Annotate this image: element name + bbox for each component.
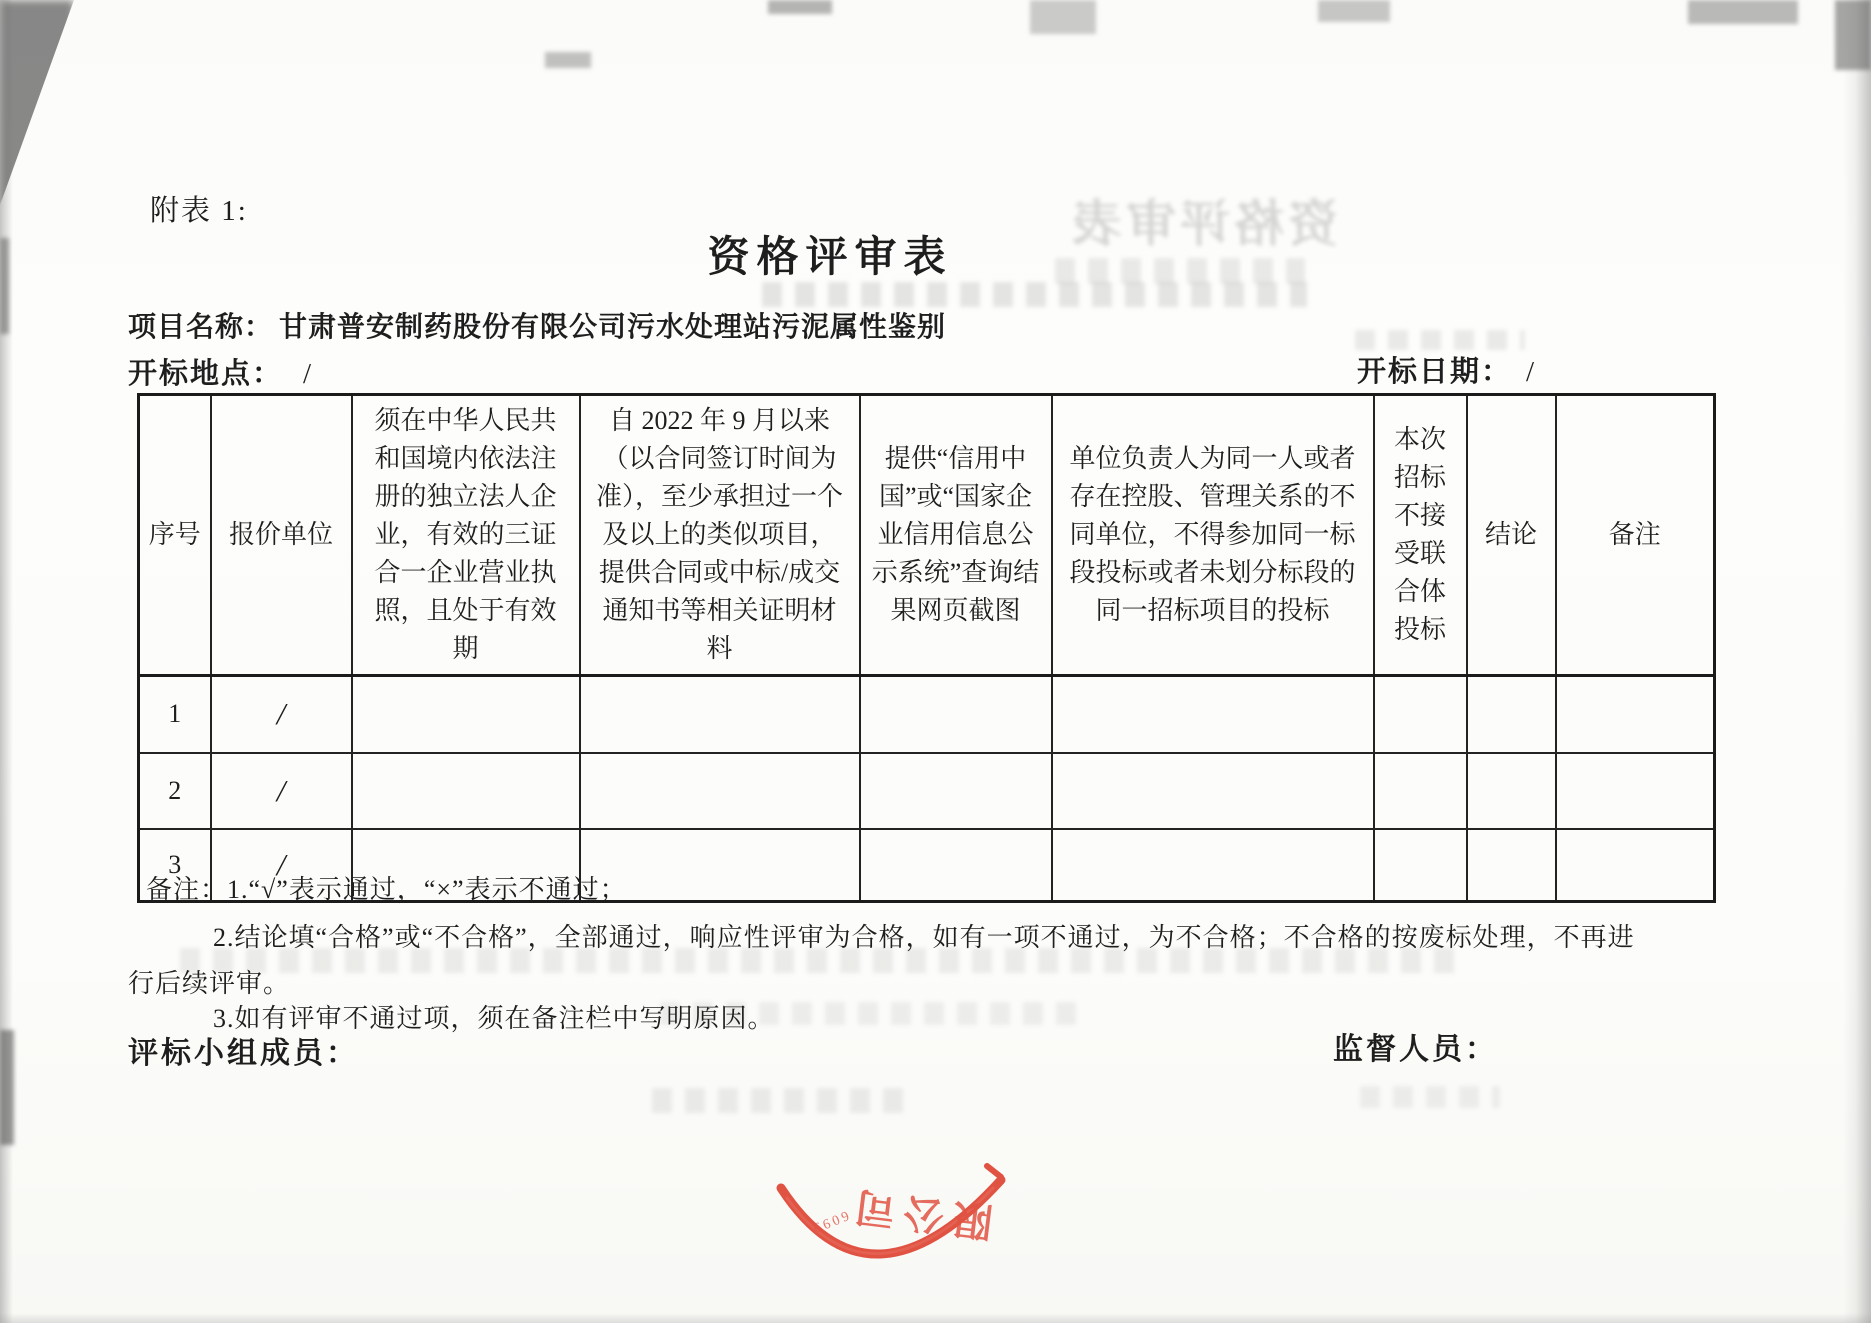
project-name-value: 甘肃普安制药股份有限公司污水处理站污泥属性鉴别 (279, 312, 947, 343)
cell-no-consortium-blank (1374, 676, 1467, 753)
bid-date-line (1357, 349, 1536, 390)
project-name-line (128, 305, 946, 345)
seal-text: 限公司 (843, 1182, 996, 1245)
cell-seq: 1 (139, 676, 211, 753)
cell-same-controller-blank (1052, 753, 1374, 829)
bid-date-label: 开标日期： (1357, 356, 1513, 388)
cell-seq: 2 (139, 753, 211, 829)
cell-no-consortium-blank (1374, 753, 1467, 829)
bid-location-line (128, 351, 313, 392)
col-header-bidder: 报价单位 (211, 395, 352, 676)
bid-date-value: / (1526, 356, 1537, 388)
note-line-1: 备注：1.“√”表示通过，“×”表示不通过； (146, 875, 627, 904)
scan-smudge (1318, 0, 1390, 22)
table-header-row (139, 395, 1715, 676)
cell-registration-blank (352, 753, 580, 829)
scan-smudge (1688, 0, 1798, 24)
bleed-through-title-ghost: 资格评审表 (1068, 196, 1338, 252)
scan-smudge (0, 238, 9, 334)
cell-credit-screenshot-blank (860, 829, 1052, 902)
cell-similar-projects-blank (580, 753, 860, 829)
scan-smudge (0, 1030, 14, 1145)
col-header-credit-screenshot: 提供“信用中国”或“国家企业信用信息公示系统”查询结果网页截图 (860, 395, 1052, 676)
cell-conclusion-blank (1467, 753, 1556, 829)
cell-conclusion-blank (1467, 676, 1556, 753)
bid-location-value: / (303, 358, 314, 390)
project-name-label: 项目名称： (128, 312, 274, 343)
bleed-through-text-ghost (652, 1088, 912, 1113)
col-header-conclusion: 结论 (1467, 395, 1556, 676)
cell-same-controller-blank (1052, 676, 1374, 753)
appendix-label: 附表 1: (150, 195, 248, 227)
cell-bidder: / (211, 676, 352, 753)
bleed-through-text-ghost (1355, 330, 1525, 350)
seal-arrow-mark (987, 1166, 1001, 1177)
cell-conclusion-blank (1467, 829, 1556, 902)
col-header-remark: 备注 (1556, 395, 1715, 676)
scan-smudge (1835, 0, 1871, 70)
table-row (139, 753, 1715, 829)
note-line-2: 2.结论填“合格”或“不合格”，全部通过，响应性评审为合格，如有一项不通过，为不合格；不合格的按废标处理，不再进 (213, 923, 1635, 952)
cell-credit-screenshot-blank (860, 753, 1052, 829)
bleed-through-text-ghost (1055, 258, 1305, 284)
cell-remark-blank (1556, 829, 1715, 902)
cell-similar-projects-blank (580, 676, 860, 753)
cell-no-consortium-blank (1374, 829, 1467, 902)
cell-bidder: / (211, 829, 352, 902)
cell-registration-blank (352, 676, 580, 753)
cell-remark-blank (1556, 753, 1715, 829)
cell-credit-screenshot-blank (860, 676, 1052, 753)
note-line-2-continued: 行后续评审。 (128, 969, 291, 998)
table-row (139, 676, 1715, 753)
bid-location-label: 开标地点： (128, 358, 284, 390)
seal-code-digits: 6099 (808, 1207, 851, 1237)
company-seal-stamp (695, 1128, 1085, 1323)
bleed-through-text-ghost (762, 282, 1307, 307)
evaluation-team-label: 评标小组成员： (128, 1037, 359, 1070)
col-header-no-consortium: 本次招标不接受联合体投标 (1374, 395, 1467, 676)
note-line-3: 3.如有评审不通过项，须在备注栏中写明原因。 (213, 1004, 775, 1033)
supervisor-label: 监督人员： (1333, 1033, 1498, 1066)
scan-smudge (1030, 0, 1096, 34)
cell-same-controller-blank (1052, 829, 1374, 902)
qualification-review-table (137, 393, 1716, 903)
document-title: 资格评审表 (707, 235, 953, 281)
cell-remark-blank (1556, 676, 1715, 753)
scan-smudge (545, 52, 591, 68)
col-header-seq: 序号 (139, 395, 211, 676)
col-header-same-controller: 单位负责人为同一人或者存在控股、管理关系的不同单位，不得参加同一标段投标或者未划分标段的同一招标项目的投标 (1052, 395, 1374, 676)
cell-bidder: / (211, 753, 352, 829)
scan-smudge (768, 0, 832, 14)
cell-seq: 3 (139, 829, 211, 902)
bleed-through-text-ghost (1360, 1086, 1500, 1108)
col-header-registration: 须在中华人民共和国境内依法注册的独立法人企业，有效的三证合一企业营业执照，且处于有效期 (352, 395, 580, 676)
scan-right-edge-shadow (1843, 0, 1871, 1323)
col-header-similar-projects: 自 2022 年 9 月以来（以合同签订时间为准），至少承担过一个及以上的类似项目，提供合同或中标/成交通知书等相关证明材料 (580, 395, 860, 676)
